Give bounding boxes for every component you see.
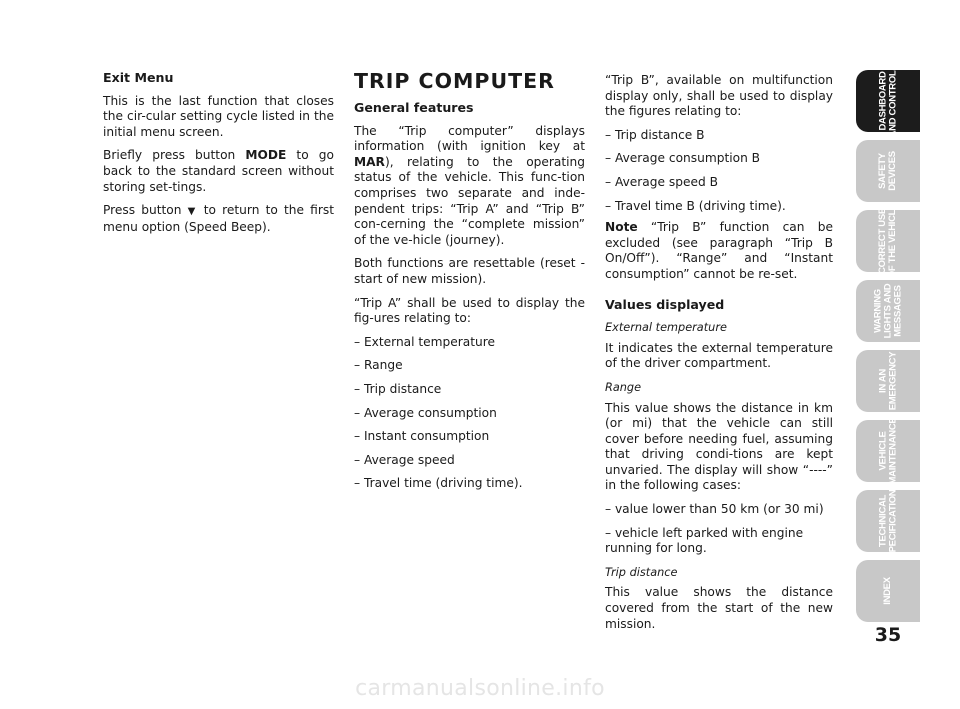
watermark: carmanualsonline.info bbox=[355, 676, 605, 701]
list-item: – Trip distance bbox=[354, 381, 442, 396]
tab-index[interactable] bbox=[856, 560, 920, 622]
tab-label: VEHICLE MAINTENANCE bbox=[877, 417, 898, 485]
paragraph: This value shows the distance in km (or mi) that the vehicle can still cover before needing fuel, assuming that driving condi-tions are kept unvaried. The display will show “----” in the following cases: bbox=[605, 400, 833, 493]
paragraph: Both functions are resettable (reset - start of new mission). bbox=[354, 256, 585, 286]
paragraph: “Trip A” shall be used to display the fig-ures relating to: bbox=[354, 295, 585, 326]
text: to go back to the standard screen without storing set-tings. bbox=[103, 148, 334, 194]
list-item: – Trip distance B bbox=[605, 127, 705, 142]
paragraph bbox=[103, 203, 334, 235]
page-number: 35 bbox=[874, 624, 902, 646]
tab-label: INDEX bbox=[881, 577, 893, 605]
paragraph: It indicates the external temperature of the driver compartment. bbox=[605, 340, 833, 371]
list-item: – Average speed B bbox=[605, 174, 718, 189]
text: Briefly press button bbox=[103, 148, 246, 163]
paragraph bbox=[354, 124, 585, 249]
list-item: – Average speed bbox=[354, 452, 455, 467]
external-temperature-heading: External temperature bbox=[605, 321, 727, 335]
list-item: – Average consumption bbox=[354, 405, 497, 420]
tab-vehicle-maintenance[interactable] bbox=[856, 417, 920, 485]
tab-correct-use[interactable] bbox=[856, 203, 920, 279]
down-arrow-icon: ▼ bbox=[187, 206, 198, 218]
tab-technical-specifications[interactable] bbox=[856, 483, 920, 559]
tab-label: WARNING LIGHTS AND MESSAGES bbox=[871, 283, 903, 339]
trip-distance-heading: Trip distance bbox=[605, 565, 678, 579]
paragraph: This is the last function that closes the cir-cular setting cycle listed in the initial menu screen. bbox=[103, 93, 334, 139]
key-position-label: MAR bbox=[354, 154, 385, 169]
tab-label: TECHNICAL SPECIFICATIONS bbox=[877, 483, 899, 559]
list-item: – vehicle left parked with engine running for long. bbox=[605, 525, 804, 556]
text: The “Trip computer” displays information (with ignition key at bbox=[354, 123, 585, 154]
list-item: – value lower than 50 km (or 30 mi) bbox=[605, 502, 824, 517]
paragraph: “Trip B”, available on multifunction display only, shall be used to display the figures relating to: bbox=[605, 73, 833, 119]
list-item: – Instant consumption bbox=[354, 429, 490, 444]
range-heading: Range bbox=[605, 380, 642, 394]
list-item: – Travel time B (driving time). bbox=[605, 198, 786, 213]
paragraph bbox=[103, 148, 334, 195]
list-item: – Travel time (driving time). bbox=[354, 476, 523, 491]
tab-label: CORRECT USE OF THE VEHICLE bbox=[877, 203, 899, 279]
note-paragraph bbox=[605, 220, 833, 282]
text: “Trip B” function can be excluded (see paragraph “Trip B On/Off”). “Range” and “Instant consumption” cannot be re-set. bbox=[605, 220, 833, 281]
tab-safety-devices[interactable] bbox=[856, 140, 920, 202]
list-item: – External temperature bbox=[354, 334, 496, 349]
paragraph: This value shows the distance covered from the start of the new mission. bbox=[605, 585, 833, 631]
tab-label: IN AN EMERGENCY bbox=[877, 351, 898, 411]
page-title: TRIP COMPUTER bbox=[354, 69, 555, 93]
column-right bbox=[605, 73, 833, 640]
tab-dashboard-and-controls[interactable] bbox=[856, 64, 920, 138]
values-displayed-heading: Values displayed bbox=[605, 296, 725, 312]
tab-label: SAFETY DEVICES bbox=[876, 151, 898, 191]
general-features-heading: General features bbox=[354, 100, 474, 115]
list-item: – Average consumption B bbox=[605, 151, 761, 166]
column-left bbox=[103, 70, 334, 243]
note-label: Note bbox=[605, 220, 638, 235]
text: Press button bbox=[103, 203, 188, 218]
exit-menu-heading: Exit Menu bbox=[103, 70, 174, 85]
tab-in-an-emergency[interactable] bbox=[856, 350, 920, 412]
column-middle bbox=[354, 70, 585, 500]
text: ), relating to the operating status of the vehicle. This func-tion comprises two separate and inde-pendent trips: “Trip A” and “Trip B” con-cerning the “complete mission” of the ve-hicle (journey). bbox=[354, 154, 585, 247]
text: to return to the first menu option (Speed Beep). bbox=[103, 203, 334, 234]
list-item: – Range bbox=[354, 358, 403, 373]
tab-warning-lights[interactable] bbox=[856, 280, 920, 342]
mode-button-label: MODE bbox=[245, 148, 287, 163]
tab-label: DASHBOARD AND CONTROLS bbox=[877, 64, 898, 138]
